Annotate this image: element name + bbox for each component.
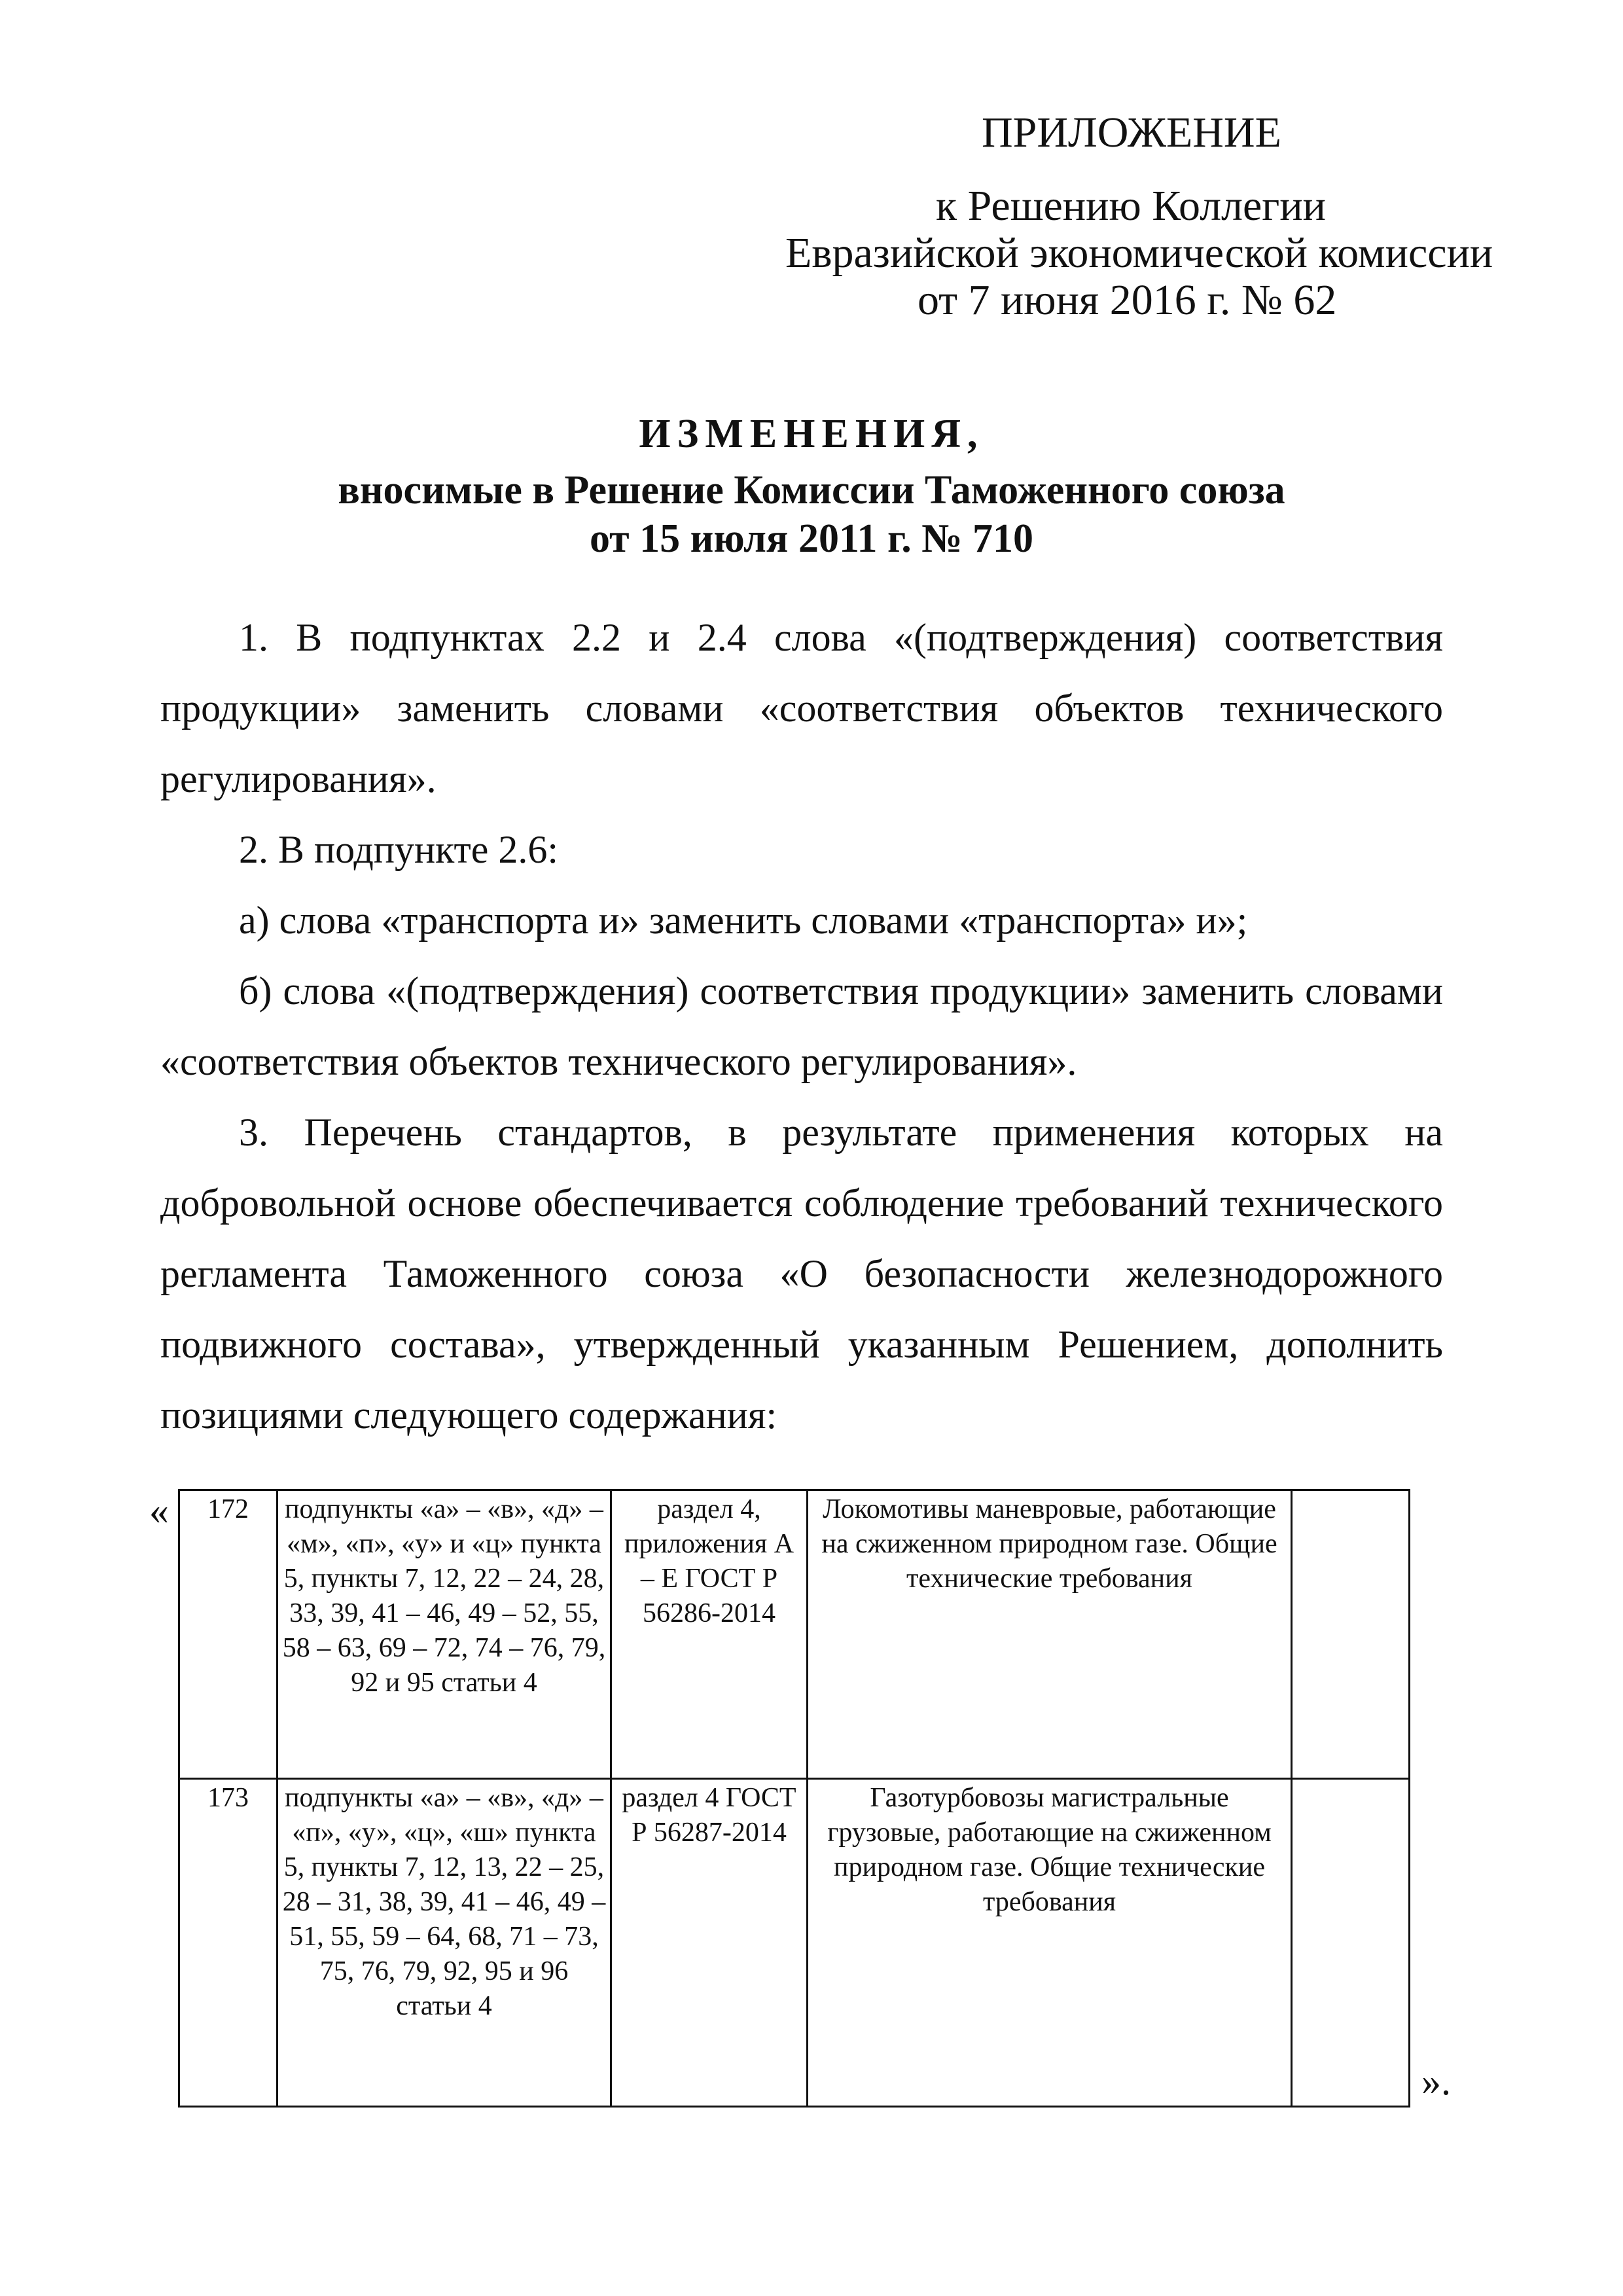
closing-quote: ». (1421, 2060, 1451, 2103)
position-number: 173 (179, 1779, 277, 2107)
paragraph-3: 3. Перечень стандартов, в результате применения которых на добровольной основе обеспечивается соблюдение требований технического регламента Таможенного союза «О безопасности железнодорожного подвижного состава», утвержденный указанным Решением, дополнить позициями следующего содержания: (160, 1111, 1443, 1437)
document-subtitle-1: вносимые в Решение Комиссии Таможенного союза (338, 468, 1285, 512)
amendments-table (178, 1489, 1410, 2108)
standard-reference: раздел 4 ГОСТ Р 56287-2014 (611, 1779, 808, 2107)
standard-title: Газотурбовозы магистральные грузовые, работающие на сжиженном природном газе. Общие технические требования (808, 1779, 1292, 2107)
appendix-title: ПРИЛОЖЕНИЕ (982, 109, 1281, 156)
paragraph-1: 1. В подпунктах 2.2 и 2.4 слова «(подтверждения) соответствия продукции» заменить словами «соответствия объектов технического регулирования». (160, 616, 1443, 800)
header-line-1: к Решению Коллегии (936, 182, 1326, 230)
position-number: 172 (179, 1490, 277, 1779)
technical-regulation-articles: подпункты «а» – «в», «д» – «п», «у», «ц», «ш» пункта 5, пункты 7, 12, 13, 22 – 25, 28 – 31, 38, 39, 41 – 46, 49 – 51, 55, 59 – 64, 68, 71 – 73, 75, 76, 79, 92, 95 и 96 статьи 4 (277, 1779, 611, 2107)
table-row (179, 1490, 1410, 1779)
header-line-2: Евразийской экономической комиссии (785, 229, 1493, 277)
header-line-3: от 7 июня 2016 г. № 62 (918, 276, 1337, 324)
paragraph-2b: б) слова «(подтверждения) соответствия продукции» заменить словами «соответствия объектов технического регулирования». (160, 969, 1443, 1083)
document-title: ИЗМЕНЕНИЯ, (639, 412, 984, 456)
note-cell (1292, 1779, 1410, 2107)
paragraph-2: 2. В подпункте 2.6: (239, 828, 559, 871)
paragraph-2a: а) слова «транспорта и» заменить словами «транспорта» и»; (239, 899, 1248, 942)
opening-quote: « (149, 1489, 169, 1532)
standard-reference: раздел 4, приложения А – Е ГОСТ Р 56286-2014 (611, 1490, 808, 1779)
standard-title: Локомотивы маневровые, работающие на сжиженном природном газе. Общие технические требования (808, 1490, 1292, 1779)
document-subtitle-2: от 15 июля 2011 г. № 710 (589, 516, 1034, 561)
technical-regulation-articles: подпункты «а» – «в», «д» – «м», «п», «у» и «ц» пункта 5, пункты 7, 12, 22 – 24, 28, 33, 39, 41 – 46, 49 – 52, 55, 58 – 63, 69 – 72, 74 – 76, 79, 92 и 95 статьи 4 (277, 1490, 611, 1779)
note-cell (1292, 1490, 1410, 1779)
table-row (179, 1779, 1410, 2107)
